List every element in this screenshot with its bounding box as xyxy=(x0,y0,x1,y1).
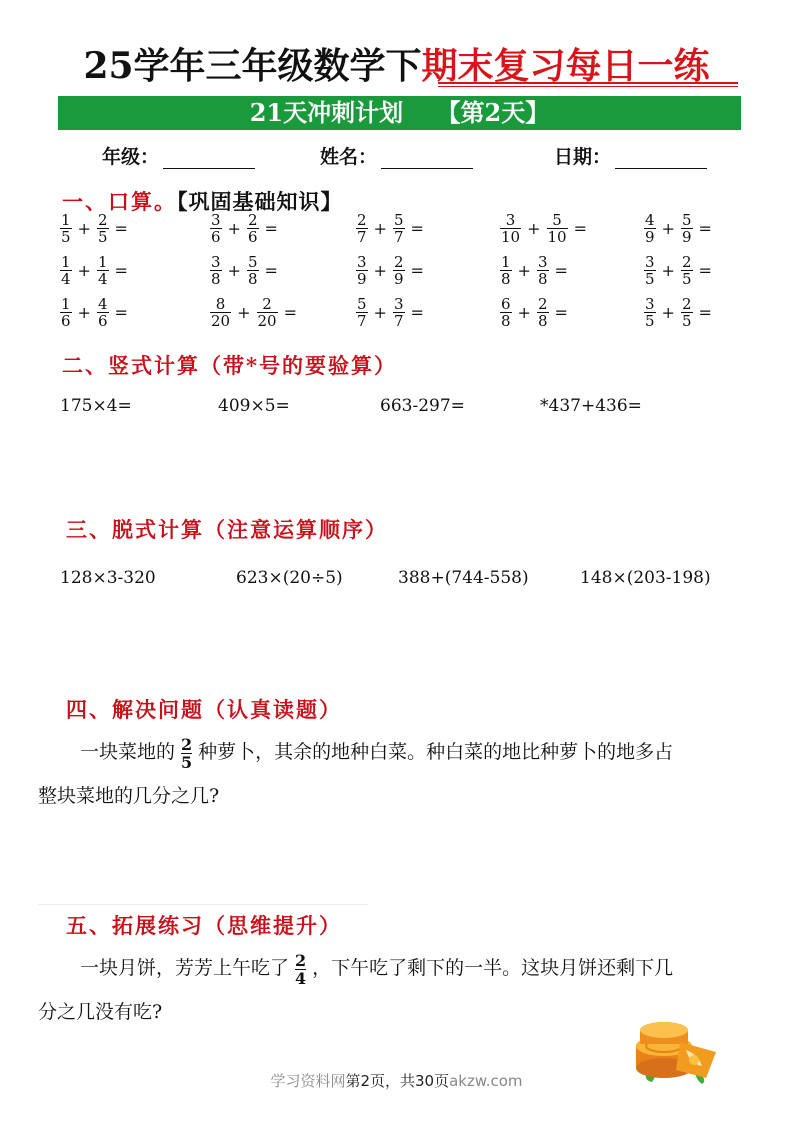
fraction-numerator: 3 xyxy=(645,253,655,271)
fraction-numerator: 3 xyxy=(211,253,221,271)
plus-sign: + xyxy=(661,303,675,322)
fraction xyxy=(500,296,512,329)
fraction-denominator: 6 xyxy=(97,312,108,330)
fraction-numerator: 3 xyxy=(211,211,221,229)
fraction xyxy=(210,212,222,245)
oral-item xyxy=(356,254,424,287)
fraction-denominator: 5 xyxy=(181,752,193,772)
fraction-denominator: 9 xyxy=(393,270,404,288)
plus-sign: + xyxy=(77,303,91,322)
equals-sign: = xyxy=(410,219,424,238)
plus-sign: + xyxy=(227,219,241,238)
fraction-denominator: 8 xyxy=(247,270,258,288)
fraction xyxy=(356,212,368,245)
page-number: 第2页，共30页 xyxy=(345,1072,450,1090)
fraction-numerator: 5 xyxy=(393,211,404,229)
fraction-denominator: 4 xyxy=(61,270,71,288)
fraction xyxy=(393,254,405,287)
grade-label: 年级： xyxy=(102,146,160,168)
oral-item xyxy=(644,296,712,329)
fraction-numerator: 3 xyxy=(505,211,516,229)
fraction-numerator: 5 xyxy=(247,253,258,271)
title-highlight: 期末复习每日一练 xyxy=(421,45,710,87)
watermark-left: 学习资料网 xyxy=(270,1072,346,1090)
fraction xyxy=(681,212,693,245)
oral-item xyxy=(644,254,712,287)
fraction-denominator: 8 xyxy=(537,270,548,288)
title-underline xyxy=(438,82,738,84)
fraction-numerator: 3 xyxy=(393,295,404,313)
watermark-right: akzw.com xyxy=(449,1072,523,1090)
equals-sign: = xyxy=(114,219,128,238)
problem-4-text-a: 一块菜地的 xyxy=(80,741,176,763)
plan-banner: 21天冲刺计划 【第2天】 xyxy=(58,96,741,130)
fraction-denominator: 5 xyxy=(645,270,655,288)
oral-item xyxy=(500,296,568,329)
section-4-heading: 四、解决问题（认真读题） xyxy=(66,697,342,722)
section-5-heading: 五、拓展练习（思维提升） xyxy=(66,913,342,938)
divider xyxy=(38,904,368,905)
fraction-numerator: 3 xyxy=(645,295,655,313)
fraction xyxy=(97,212,109,245)
fraction xyxy=(60,254,72,287)
problem-5-text-a: 一块月饼，芳芳上午吃了 xyxy=(80,957,290,979)
fraction xyxy=(500,212,521,245)
fraction xyxy=(644,254,656,287)
equals-sign: = xyxy=(698,261,712,280)
equals-sign: = xyxy=(264,261,278,280)
fraction-numerator: 2 xyxy=(295,950,307,970)
equals-sign: = xyxy=(114,261,128,280)
fraction-denominator: 7 xyxy=(393,228,404,246)
grade-blank[interactable] xyxy=(163,150,255,169)
fraction-numerator: 2 xyxy=(537,295,548,313)
plus-sign: + xyxy=(517,261,531,280)
fraction-denominator: 9 xyxy=(357,270,367,288)
fraction xyxy=(210,296,231,329)
oral-item xyxy=(356,296,424,329)
name-field[interactable] xyxy=(320,142,473,169)
title-main: 25学年三年级数学下 xyxy=(83,45,422,87)
fraction-numerator: 3 xyxy=(357,253,367,271)
problem-5-line-2: 分之几没有吃? xyxy=(38,1001,163,1023)
fraction xyxy=(547,212,568,245)
page-footer xyxy=(0,1070,793,1091)
fraction-denominator: 5 xyxy=(681,312,692,330)
fraction-numerator: 1 xyxy=(97,253,108,271)
oral-item xyxy=(60,212,128,245)
plus-sign: + xyxy=(237,303,251,322)
problem-5-fraction xyxy=(295,952,306,987)
fraction-numerator: 3 xyxy=(537,253,548,271)
fraction-numerator: 2 xyxy=(681,295,692,313)
fraction-denominator: 6 xyxy=(61,312,71,330)
vertical-item-4: *437+436= xyxy=(540,396,642,416)
section-3-heading: 三、脱式计算（注意运算顺序） xyxy=(66,517,388,542)
section-2-heading: 二、竖式计算（带*号的要验算） xyxy=(62,353,397,378)
equals-sign: = xyxy=(698,303,712,322)
fraction-numerator: 2 xyxy=(247,211,258,229)
fraction-denominator: 7 xyxy=(393,312,404,330)
stepwise-item-2: 623×(20÷5) xyxy=(236,568,343,588)
fraction-denominator: 7 xyxy=(357,228,367,246)
fraction xyxy=(257,296,278,329)
fraction-numerator: 5 xyxy=(357,295,367,313)
fraction-denominator: 5 xyxy=(61,228,71,246)
problem-4-line-2: 整块菜地的几分之几? xyxy=(38,785,220,807)
grade-field[interactable] xyxy=(102,142,255,169)
equals-sign: = xyxy=(410,261,424,280)
equals-sign: = xyxy=(554,303,568,322)
problem-4-fraction xyxy=(181,736,192,771)
oral-item xyxy=(210,254,278,287)
plus-sign: + xyxy=(227,261,241,280)
fraction-numerator: 2 xyxy=(181,734,193,754)
date-field[interactable] xyxy=(554,142,707,169)
fraction xyxy=(356,254,368,287)
fraction xyxy=(644,296,656,329)
fraction-denominator: 10 xyxy=(547,228,567,246)
oral-item xyxy=(60,296,128,329)
equals-sign: = xyxy=(283,303,297,322)
name-blank[interactable] xyxy=(381,150,473,169)
fraction-denominator: 8 xyxy=(537,312,548,330)
fraction-numerator: 2 xyxy=(681,253,692,271)
fraction-denominator: 8 xyxy=(501,270,511,288)
oral-item xyxy=(644,212,712,245)
fraction-numerator: 2 xyxy=(262,295,272,313)
fraction-numerator: 5 xyxy=(552,211,562,229)
fraction-numerator: 6 xyxy=(501,295,511,313)
equals-sign: = xyxy=(573,219,587,238)
plus-sign: + xyxy=(661,261,675,280)
fraction xyxy=(681,254,693,287)
fraction xyxy=(60,212,72,245)
stepwise-item-1: 128×3-320 xyxy=(60,568,156,588)
equals-sign: = xyxy=(114,303,128,322)
stepwise-item-4: 148×(203-198) xyxy=(580,568,711,588)
problem-4-text-b: 种萝卜，其余的地种白菜。种白菜的地比种萝卜的地多占 xyxy=(198,741,674,763)
fraction xyxy=(537,254,549,287)
fraction xyxy=(210,254,222,287)
date-blank[interactable] xyxy=(615,150,707,169)
name-label: 姓名： xyxy=(320,146,378,168)
fraction-denominator: 8 xyxy=(211,270,221,288)
date-label: 日期： xyxy=(554,146,612,168)
vertical-item-2: 409×5= xyxy=(218,396,290,416)
fraction-denominator: 7 xyxy=(357,312,367,330)
fraction-denominator: 4 xyxy=(295,968,307,988)
fraction-denominator: 6 xyxy=(247,228,258,246)
plus-sign: + xyxy=(77,261,91,280)
fraction-numerator: 5 xyxy=(681,211,692,229)
plus-sign: + xyxy=(373,219,387,238)
fraction-denominator: 4 xyxy=(97,270,108,288)
plus-sign: + xyxy=(373,261,387,280)
equals-sign: = xyxy=(554,261,568,280)
fraction-numerator: 1 xyxy=(61,295,71,313)
fraction xyxy=(97,254,109,287)
fraction xyxy=(681,296,693,329)
fraction-denominator: 9 xyxy=(645,228,655,246)
vertical-item-3: 663-297= xyxy=(380,396,465,416)
fraction xyxy=(247,254,259,287)
section-1-title: 一、口算。 xyxy=(62,189,177,214)
fraction xyxy=(60,296,72,329)
plus-sign: + xyxy=(517,303,531,322)
plus-sign: + xyxy=(373,303,387,322)
fraction xyxy=(97,296,109,329)
fraction xyxy=(356,296,368,329)
fraction xyxy=(247,212,259,245)
problem-4-line-1 xyxy=(80,732,673,772)
fraction-denominator: 6 xyxy=(211,228,221,246)
fraction-denominator: 5 xyxy=(97,228,108,246)
fraction xyxy=(393,296,405,329)
fraction-numerator: 2 xyxy=(357,211,367,229)
fraction-numerator: 1 xyxy=(501,253,511,271)
fraction-numerator: 4 xyxy=(97,295,108,313)
fraction-numerator: 8 xyxy=(215,295,226,313)
fraction xyxy=(644,212,656,245)
fraction-numerator: 2 xyxy=(393,253,404,271)
fraction-numerator: 1 xyxy=(61,211,71,229)
fraction xyxy=(393,212,405,245)
fraction-numerator: 4 xyxy=(645,211,655,229)
problem-5-line-1 xyxy=(80,948,673,988)
plus-sign: + xyxy=(77,219,91,238)
equals-sign: = xyxy=(410,303,424,322)
fraction-denominator: 5 xyxy=(645,312,655,330)
plus-sign: + xyxy=(527,219,541,238)
equals-sign: = xyxy=(698,219,712,238)
section-1-subtitle: 【巩固基础知识】 xyxy=(177,189,343,214)
plus-sign: + xyxy=(661,219,675,238)
problem-5-text-b: ，下午吃了剩下的一半。这块月饼还剩下几 xyxy=(312,957,674,979)
oral-item xyxy=(60,254,128,287)
oral-item xyxy=(500,254,568,287)
fraction-denominator: 20 xyxy=(211,312,231,330)
title-underline-thin xyxy=(438,86,738,87)
oral-item xyxy=(210,212,278,245)
oral-item xyxy=(356,212,424,245)
oral-item xyxy=(210,296,297,329)
fraction-numerator: 2 xyxy=(97,211,108,229)
fraction xyxy=(500,254,512,287)
fraction xyxy=(537,296,549,329)
fraction-denominator: 20 xyxy=(257,312,277,330)
oral-item xyxy=(500,212,587,245)
fraction-denominator: 8 xyxy=(501,312,511,330)
stepwise-item-3: 388+(744-558) xyxy=(398,568,529,588)
vertical-item-1: 175×4= xyxy=(60,396,132,416)
fraction-denominator: 5 xyxy=(681,270,692,288)
fraction-denominator: 9 xyxy=(681,228,692,246)
fraction-numerator: 1 xyxy=(61,253,71,271)
fraction-denominator: 10 xyxy=(501,228,521,246)
equals-sign: = xyxy=(264,219,278,238)
